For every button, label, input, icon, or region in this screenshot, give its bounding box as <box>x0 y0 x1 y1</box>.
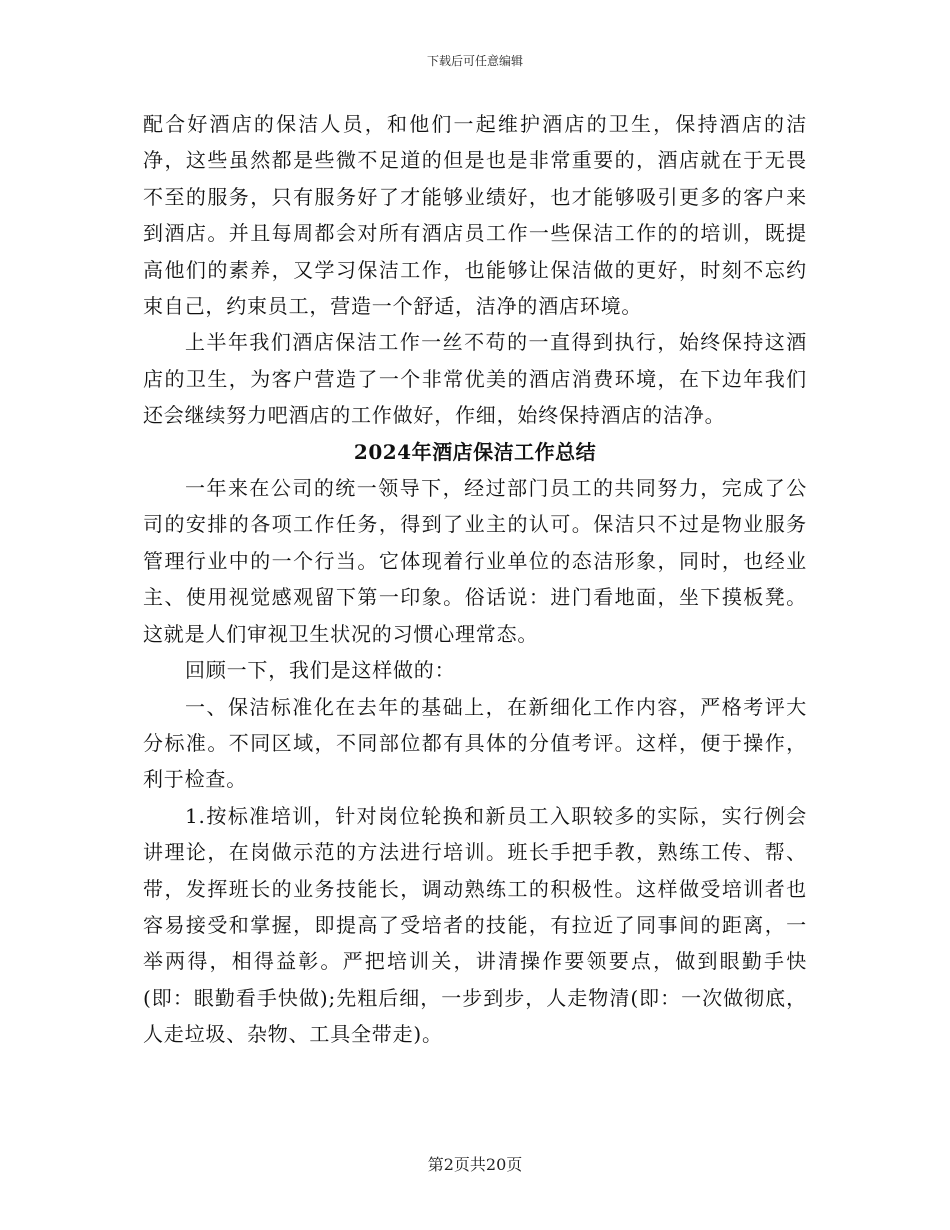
page-number: 第2页共20页 <box>427 1155 523 1174</box>
paragraph-standardization: 一、保洁标准化在去年的基础上，在新细化工作内容，严格考评大分标准。不同区域，不同部位都有具体的分值考评。这样，便于操作，利于检查。 <box>143 694 807 792</box>
page-header: 下载后可任意编辑 <box>426 54 523 68</box>
paragraph-first-half-summary: 上半年我们酒店保洁工作一丝不苟的一直得到执行，始终保持这酒店的卫生，为客户营造了一个非常优美的酒店消费环境，在下边年我们还会继续努力吧酒店的工作做好，作细，始终保持酒店的洁净。 <box>143 330 807 428</box>
section-title: 2024年酒店保洁工作总结 <box>353 439 597 464</box>
paragraph-training: 1.按标准培训，针对岗位轮换和新员工入职较多的实际，实行例会讲理论，在岗做示范的方法进行培训。班长手把手教，熟练工传、帮、带，发挥班长的业务技能长，调动熟练工的积极性。这样做受培训者也容易接受和掌握，即提高了受培者的技能，有拉近了同事间的距离，一举两得，相得益彰。严把培训关，讲清操作要领要点，做到眼勤手快(即：眼勤看手快做);先粗后细，一步到步，人走物清(即：一次做彻底，人走垃圾、杂物、工具全带走)。 <box>143 803 807 1047</box>
paragraph-year-overview: 一年来在公司的统一领导下，经过部门员工的共同努力，完成了公司的安排的各项工作任务，得到了业主的认可。保洁只不过是物业服务管理行业中的一个行当。它体现着行业单位的态洁形象，同时，也经业主、使用视觉感观留下第一印象。俗话说：进门看地面，坐下摸板凳。这就是人们审视卫生状况的习惯心理常态。 <box>143 476 807 646</box>
paragraph-hotel-cleaning-cooperation: 配合好酒店的保洁人员，和他们一起维护酒店的卫生，保持酒店的洁净，这些虽然都是些微不足道的但是也是非常重要的，酒店就在于无畏不至的服务，只有服务好了才能够业绩好，也才能够吸引更多的客户来到酒店。并且每周都会对所有酒店员工作一些保洁工作的的培训，既提高他们的素养，又学习保洁工作，也能够让保洁做的更好，时刻不忘约束自己，约束员工，营造一个舒适，洁净的酒店环境。 <box>143 112 807 319</box>
paragraph-review-intro: 回顾一下，我们是这样做的： <box>185 658 456 683</box>
document-body <box>143 106 807 1053</box>
